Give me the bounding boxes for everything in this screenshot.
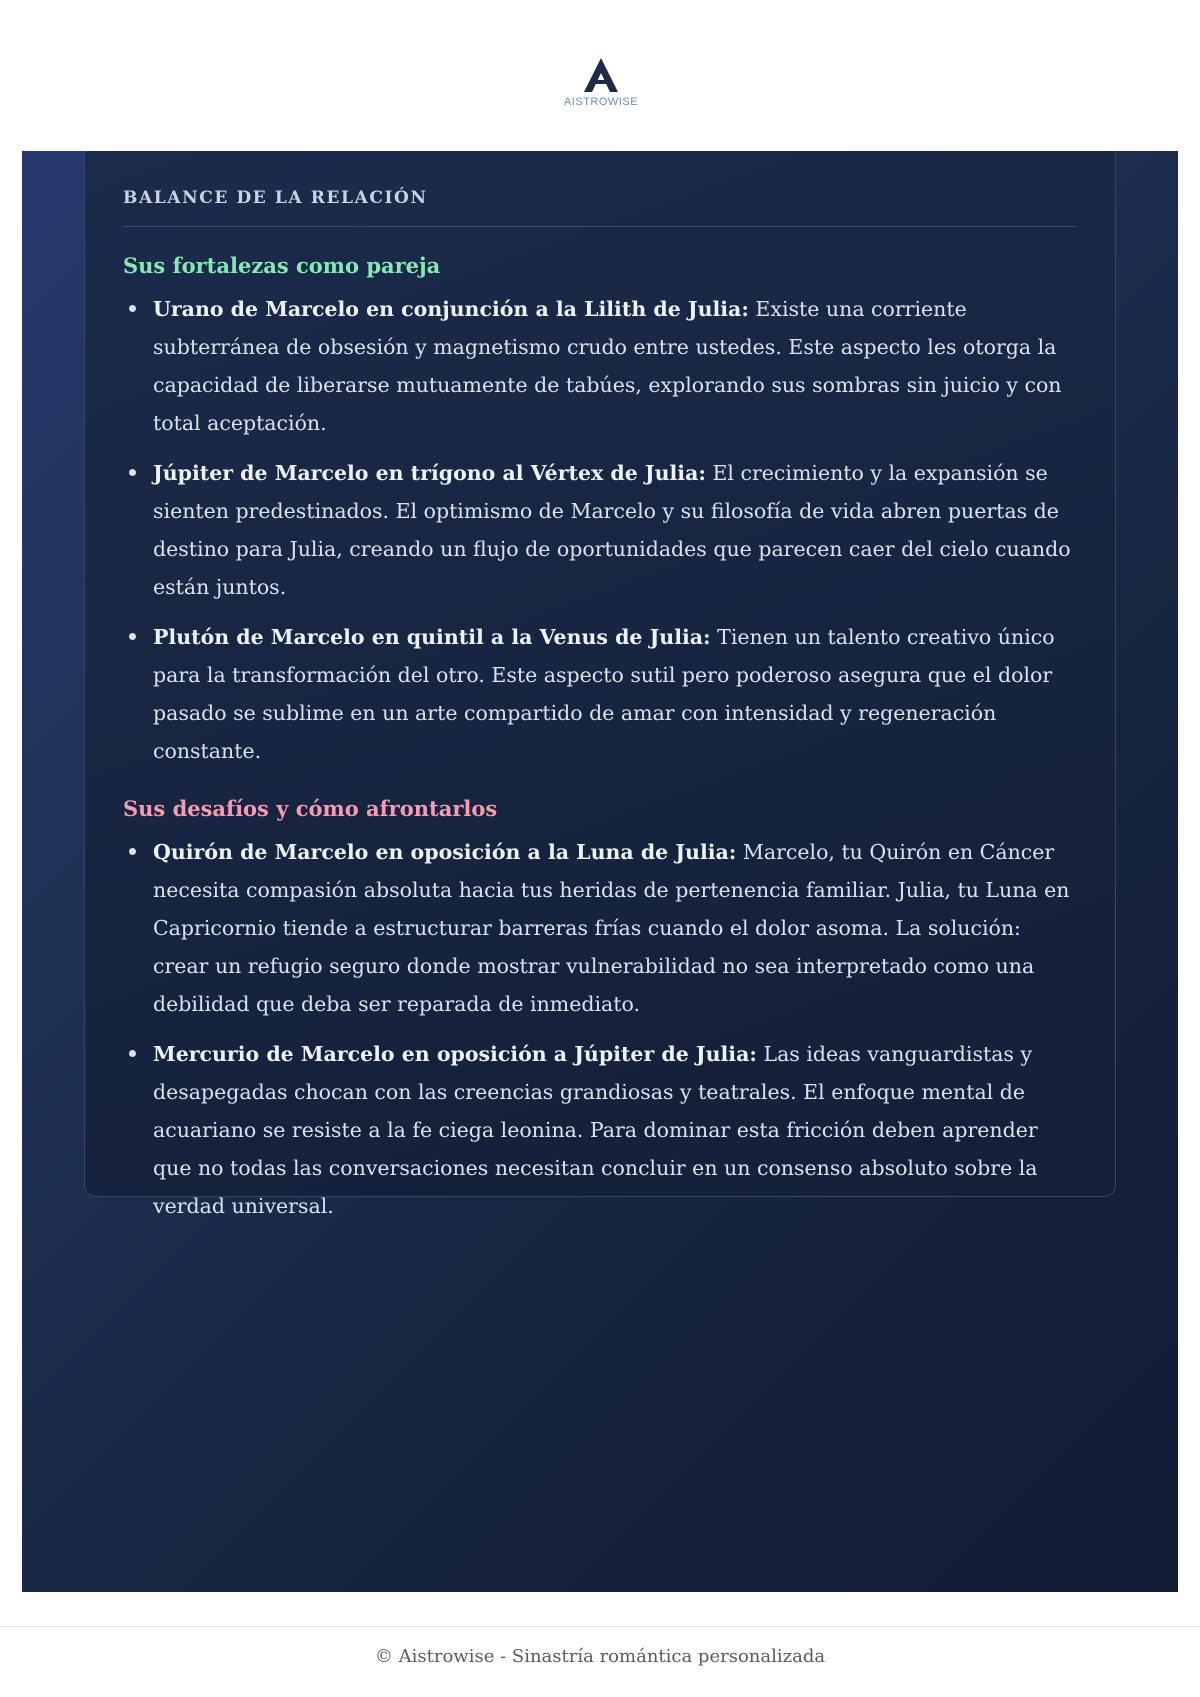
aspect-text: Existe una corriente subterránea de obsesión y magnetismo crudo entre ustedes. Este aspecto les otorga la capacidad de liberarse mutuamente de tabúes, explorando sus sombras sin juicio y con total aceptación.	[153, 297, 1062, 435]
page-header	[0, 0, 1200, 151]
bullet-icon	[129, 848, 136, 855]
aspect-text: Marcelo, tu Quirón en Cáncer necesita compasión absoluta hacia tus heridas de pertenencia familiar. Julia, tu Luna en Capricornio tiende a estructurar barreras frías cuando el dolor asoma. La solución: crear un refugio seguro donde mostrar vulnerabilidad no sea interpretado como una debilidad que deba ser reparada de inmediato.	[153, 840, 1070, 1016]
footer-divider	[0, 1626, 1200, 1627]
card-title: BALANCE DE LA RELACIÓN	[123, 188, 1077, 227]
aspect-term: Quirón de Marcelo en oposición a la Luna de Julia:	[153, 840, 737, 864]
challenges-list	[123, 833, 1077, 1225]
bullet-icon	[129, 469, 136, 476]
strengths-heading: Sus fortalezas como pareja	[123, 253, 441, 278]
brand-logo	[555, 56, 647, 108]
aspect-term: Júpiter de Marcelo en trígono al Vértex de Julia:	[153, 461, 706, 485]
list-item	[123, 454, 1077, 606]
aspect-text: Tienen un talento creativo único para la transformación del otro. Este aspecto sutil pero poderoso asegura que el dolor pasado se sublime en un arte compartido de amar con intensidad y regeneración constante.	[153, 625, 1055, 763]
list-item	[123, 1035, 1077, 1225]
list-item	[123, 833, 1077, 1023]
bullet-icon	[129, 633, 136, 640]
list-item	[123, 618, 1077, 770]
bullet-icon	[129, 305, 136, 312]
aspect-term: Mercurio de Marcelo en oposición a Júpiter de Julia:	[153, 1042, 757, 1066]
aspect-text: Las ideas vanguardistas y desapegadas chocan con las creencias grandiosas y teatrales. El enfoque mental de acuariano se resiste a la fe ciega leonina. Para dominar esta fricción deben aprender que no todas las conversaciones necesitan concluir en un consenso absoluto sobre la verdad universal.	[153, 1042, 1038, 1218]
relationship-balance-card	[84, 151, 1116, 1218]
a-letter-logo-icon	[581, 56, 621, 94]
list-item	[123, 290, 1077, 442]
aspect-term: Urano de Marcelo en conjunción a la Lilith de Julia:	[153, 297, 749, 321]
page-footer: © Aistrowise - Sinastría romántica personalizada	[374, 1646, 826, 1667]
aspect-term: Plutón de Marcelo en quintil a la Venus de Julia:	[153, 625, 711, 649]
bullet-icon	[129, 1050, 136, 1057]
challenges-heading: Sus desafíos y cómo afrontarlos	[123, 796, 498, 821]
report-panel	[22, 151, 1178, 1592]
aspect-text: El crecimiento y la expansión se sienten predestinados. El optimismo de Marcelo y su filosofía de vida abren puertas de destino para Julia, creando un flujo de oportunidades que parecen caer del cielo cuando están juntos.	[153, 461, 1071, 599]
brand-name: AISTROWISE	[563, 96, 639, 108]
strengths-list	[123, 290, 1077, 770]
